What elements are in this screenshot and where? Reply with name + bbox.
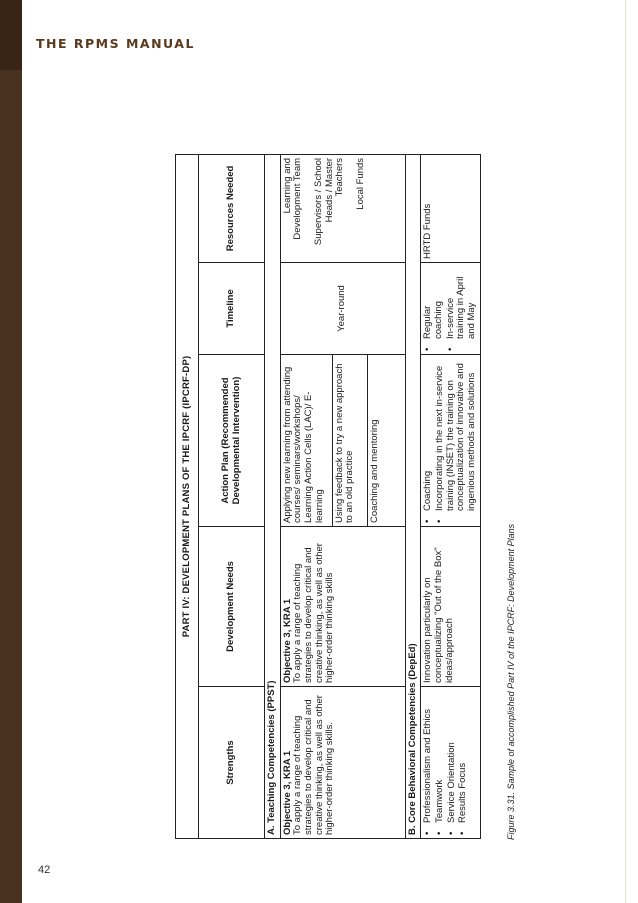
- section-b-strengths-cell: [421, 687, 481, 839]
- section-a-action-3: Coaching and mentoring: [367, 355, 405, 527]
- section-a-action-1: Applying new learning from attending courses/ seminars/workshops/ Learning Action Cells (LAC)/ E-learning: [280, 355, 332, 527]
- section-a-resource-1: Learning and Development Team: [281, 157, 304, 240]
- section-b-heading: B. Core Behavioral Competencies (DepEd): [405, 154, 421, 838]
- rotated-table: [175, 155, 493, 839]
- section-a-action-2: Using feedback to try a new approach to an old practice: [332, 355, 367, 527]
- development-needs-header: Development Needs: [199, 527, 265, 687]
- section-a-strength-title: Objective 3, KRA 1: [281, 750, 293, 835]
- section-b-strength-item: • Results Focus: [458, 690, 469, 835]
- section-a-timeline: Year-round: [280, 263, 405, 355]
- section-a-strength-text: To apply a range of teaching strategies to develop critical and creative thinking, as well as other higher-order thinking skills.: [292, 695, 336, 835]
- strengths-header: Strengths: [199, 687, 265, 839]
- section-b-strength-item: • Service Orientation: [447, 690, 458, 835]
- section-b-action-item: • Coaching: [423, 358, 434, 523]
- page-edge-bar-top: [0, 0, 22, 70]
- section-b-need-cell: Innovation particularly on conceptualizing "Out of the Box" ideas/approach: [421, 527, 481, 687]
- section-b-strength-item: • Professionalism and Ethics: [423, 690, 434, 835]
- page-edge-bar: [0, 0, 22, 903]
- section-a-resource-3: Local Funds: [354, 157, 366, 210]
- page-number: 42: [38, 864, 51, 876]
- action-plan-header: Action Plan (Recommended Developmental Intervention): [199, 355, 265, 527]
- resources-header: Resources Needed: [199, 154, 265, 262]
- manual-title: THE RPMS MANUAL: [36, 36, 195, 51]
- page-right-edge: [625, 0, 638, 903]
- part-title: PART IV: DEVELOPMENT PLANS OF THE IPCRF (IPCRF-DP): [176, 154, 199, 838]
- section-b-timeline-item: • In-service training in April and May: [446, 266, 478, 351]
- section-b-actions-cell: [421, 355, 481, 527]
- section-a-resource-2: Supervisors / School Heads / Master Teachers: [312, 157, 346, 246]
- section-b-timeline-cell: [421, 263, 481, 355]
- development-plan-table-wrapper: [175, 155, 493, 839]
- figure-caption-wrapper: [506, 500, 520, 840]
- section-a-strength-cell: [280, 687, 405, 839]
- section-b-timeline-item: • Regular coaching: [423, 266, 444, 351]
- section-a-resources-cell: [280, 154, 405, 262]
- section-b-strength-item: • Teamwork: [435, 690, 446, 835]
- section-a-need-cell: [280, 527, 405, 687]
- section-a-need-title: Objective 3, KRA 1: [281, 598, 293, 683]
- section-a-heading: A. Teaching Competencies (PPST): [265, 154, 281, 838]
- figure-caption: Figure 3.31. Sample of accomplished Part IV of the IPCRF: Development Plans: [506, 523, 516, 840]
- section-b-action-item: • Incorporating in the next in-service training (INSET) the training on conceptualization of innovative and ingenious methods and solutions: [435, 358, 478, 523]
- development-plan-table: [175, 154, 481, 839]
- section-b-resources: HRTD Funds: [421, 154, 481, 262]
- section-a-need-text: To apply a range of teaching strategies to develop critical and creative thinking, as well as other higher-order thinking skills: [292, 543, 336, 683]
- timeline-header: Timeline: [199, 263, 265, 355]
